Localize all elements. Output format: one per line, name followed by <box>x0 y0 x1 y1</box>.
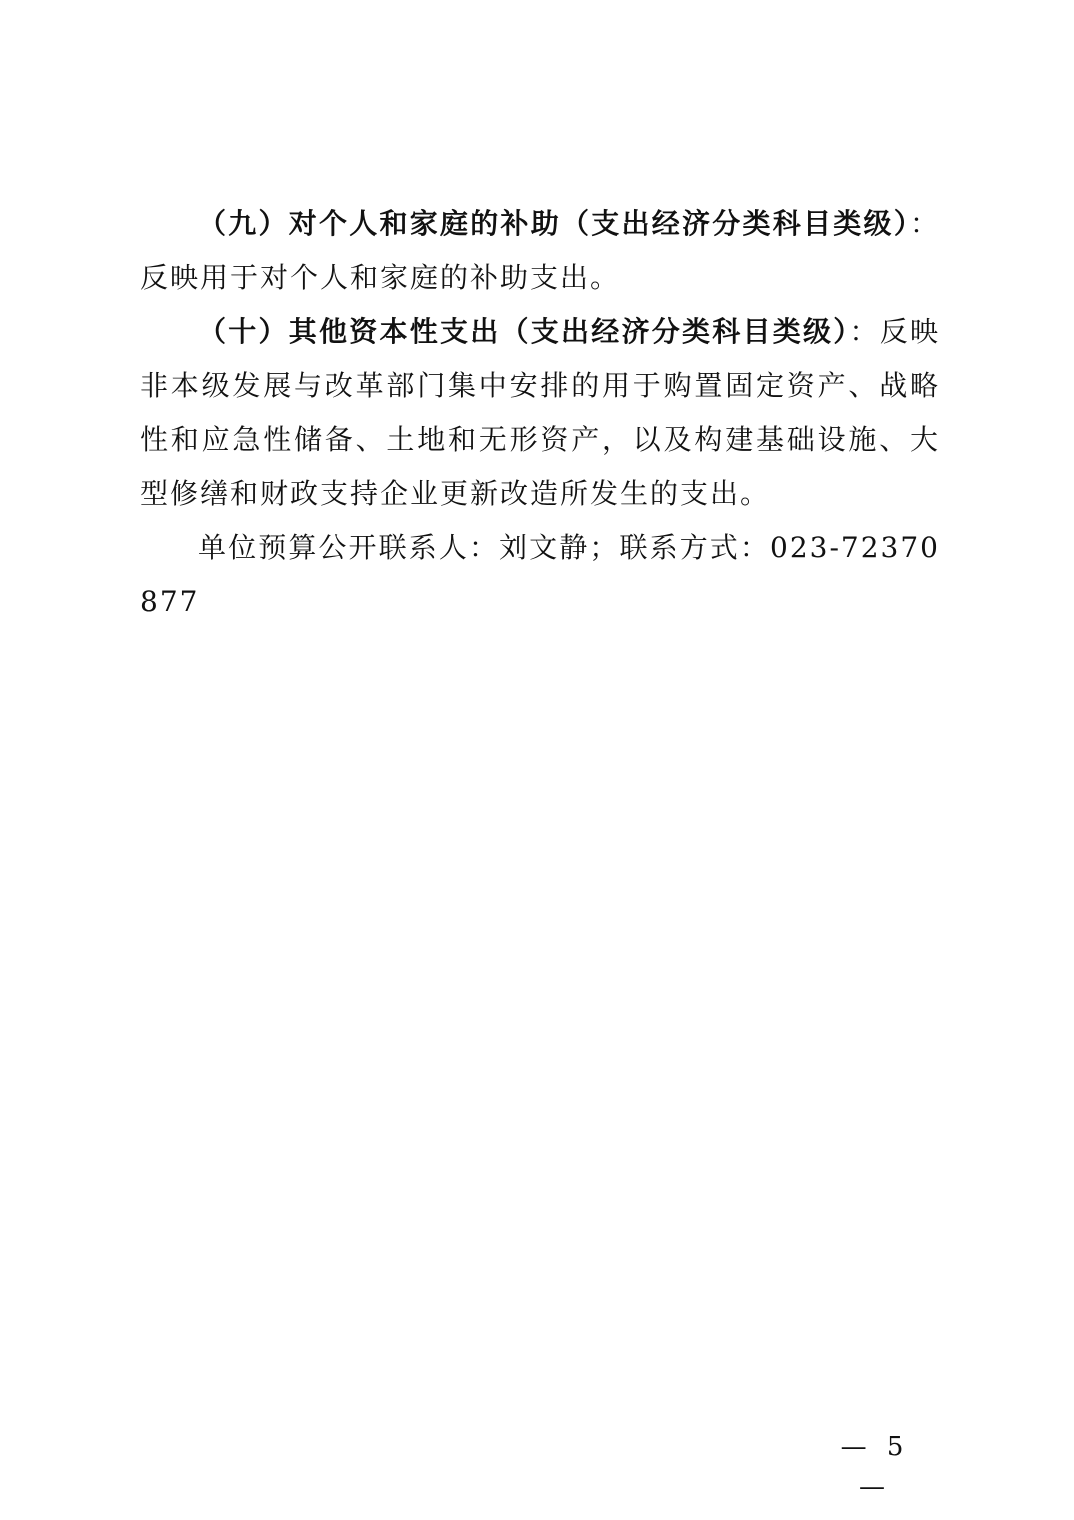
paragraph-ten-body: ：反映非本级发展与改革部门集中安排的用于购置固定资产、战略性和应急性储备、土地和无形资产，以及构建基础设施、大型修缮和财政支持企业更新改造所发生的支出。 <box>140 315 940 510</box>
paragraph-nine <box>140 197 940 305</box>
paragraph-ten <box>140 305 940 521</box>
paragraph-ten-heading: （十）其他资本性支出（支出经济分类科目类级） <box>198 315 850 348</box>
paragraph-nine-heading: （九）对个人和家庭的补助（支出经济分类科目类级） <box>198 207 910 240</box>
document-body <box>140 197 940 629</box>
paragraph-nine-body: ：反映用于对个人和家庭的补助支出。 <box>140 207 940 294</box>
contact-line: 单位预算公开联系人：刘文静；联系方式：023-72370877 <box>140 531 940 618</box>
page-number: — 5 — <box>840 1432 910 1502</box>
